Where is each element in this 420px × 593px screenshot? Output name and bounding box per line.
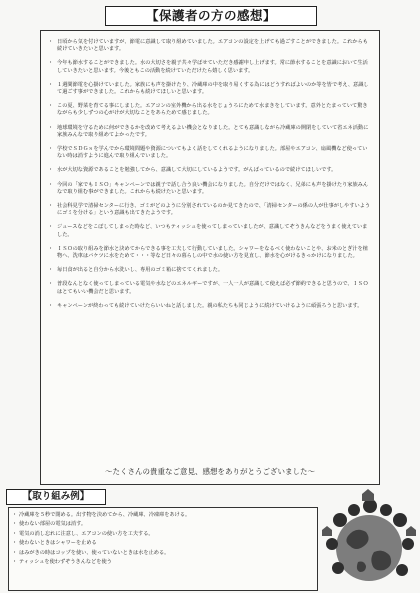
comment-item: ・ ジュースなどをこぼしてしまった時など、いつもティッシュを使ってしまっていましたが、意識してぞうきんなどをうまく使えていました。 xyxy=(49,224,371,238)
tree-icon xyxy=(396,564,408,576)
tree-icon xyxy=(333,513,347,527)
house-icon xyxy=(362,489,374,501)
closing-message: 〜たくさんの貴重なご意見、感想をありがとうございました〜 xyxy=(105,467,315,476)
action-item: ・ 冷蔵庫を５秒で閉める。出す物を決めてから、冷蔵庫、冷凍庫をあける。 xyxy=(13,511,313,520)
comment-list xyxy=(41,31,379,310)
comment-item: ・ 社会科見学で清掃センターに行き、ゴミがどのように分別されているのか見てきたので、「清掃センターの係の人が仕事がしやすいようにゴミを分ける」という意識も出てきたようです。 xyxy=(49,203,371,217)
action-item: ・ ティッシュを使わずぞうきんなどを使う xyxy=(13,558,313,567)
action-list xyxy=(13,511,313,567)
actions-box xyxy=(8,507,318,591)
tree-icon xyxy=(326,538,338,550)
tree-icon xyxy=(393,513,407,527)
tree-icon xyxy=(380,504,392,516)
comments-frame xyxy=(40,30,380,485)
house-icon xyxy=(406,526,416,536)
page-title: 【保護者の方の感想】 xyxy=(105,6,317,26)
comment-item: ・ キャンペーンが終わっても続けていけたらいいねと話しました。親の私たちも同じように続けていけるように頑張ろうと思います。 xyxy=(49,303,371,310)
tree-icon xyxy=(402,538,414,550)
comment-item: ・ ＩＳＯの取り組みを節水と決めてからできる事を工夫して行動していました。シャワーをなるべく使わないことや、お米のとぎ汁を植物へ、洗車はバケツに水をためて・・・等など日々の暮らしの中で水の使い方を見直し、節水を心がけるきっかけになりました。 xyxy=(49,246,371,260)
comment-item: ・ 毎日食が出ると自分から水洗いし、専用のゴミ箱に捨ててくれました。 xyxy=(49,267,371,274)
tree-icon xyxy=(348,504,360,516)
earth-globe xyxy=(336,515,402,581)
comment-item: ・ 地球環境を守るために何ができるかを改めて考えるよい機会となりました。とても意識しながら冷蔵庫の開閉をしていて省エネ活動に家族みんなで取り組めてよかったです。 xyxy=(49,125,371,139)
action-item: ・ はみがきの時はコップを使い、使っていないときは水を止める。 xyxy=(13,549,313,558)
tree-icon xyxy=(332,562,344,574)
house-icon xyxy=(322,526,332,536)
comment-item: ・ 水が大切な資源であることを勉強してから、意識して大切にしているようです。がんばっているので続けてほしいです。 xyxy=(49,167,371,174)
action-item: ・ 電気の消し忘れに注意し、エアコンの使い方を工夫する。 xyxy=(13,530,313,539)
comment-item: ・ 普段なんとなく使ってしまっている電気や水などのエネルギーですが、一人一人が意識して使えば必ず節約できると思うので、ＩＳＯはとてもいい機会だと思います。 xyxy=(49,281,371,295)
comment-item: ・ 学校でＳＤＧｓを学んでから環境問題や資源についてもよく話をしてくれるようになりました。部屋やエアコン、扇風機など使っていない時は消すように進んで取り組んでいました。 xyxy=(49,146,371,160)
comment-item: ・ 今年も節水することができました。水の大切さを親子共々学ばせていただき感謝申し上げます。常に節水することを意識において生活していきたいと思います。今後ともこの活動を続けていただけたら嬉しく思います。 xyxy=(49,60,371,74)
tree-icon xyxy=(363,499,377,513)
earth-illustration xyxy=(318,486,420,590)
comment-item: ・ 日頃から気を付けていますが、節電に意識して取り組めていました。エアコンの設定を上げても過ごすことができました。これからも続けていきたいと思います。 xyxy=(49,39,371,53)
comment-item: ・ この夏、野菜を育てる事にしました。エアコンの室外機から出る水をじょうろにためて水まきをしています。意外とたまっていて驚きながらも少しずつの心がけが大切なことをあらためて感じました。 xyxy=(49,103,371,117)
comment-item: ・ １週間節電を心掛けていました。家族にも声を掛けたり、冷蔵庫の中を取り易くする為にはどうすればよいのか等を皆で考え、意識して過ごす事ができました。これからも続けてほしいと思います。 xyxy=(49,82,371,96)
comment-item: ・ 今回の「家でもＩＳＯ」キャンペーンでは親子で話し合う良い機会になりました。自分だけではなく、兄弟にも声を掛けたり家族みんなで取り組む事ができました。これからも続けたいと思います。 xyxy=(49,182,371,196)
action-item: ・ 使わないときはシャワーを止める xyxy=(13,539,313,548)
action-item: ・ 使わない部屋の電気は消す。 xyxy=(13,520,313,529)
actions-title: 【取り組み例】 xyxy=(6,489,106,505)
